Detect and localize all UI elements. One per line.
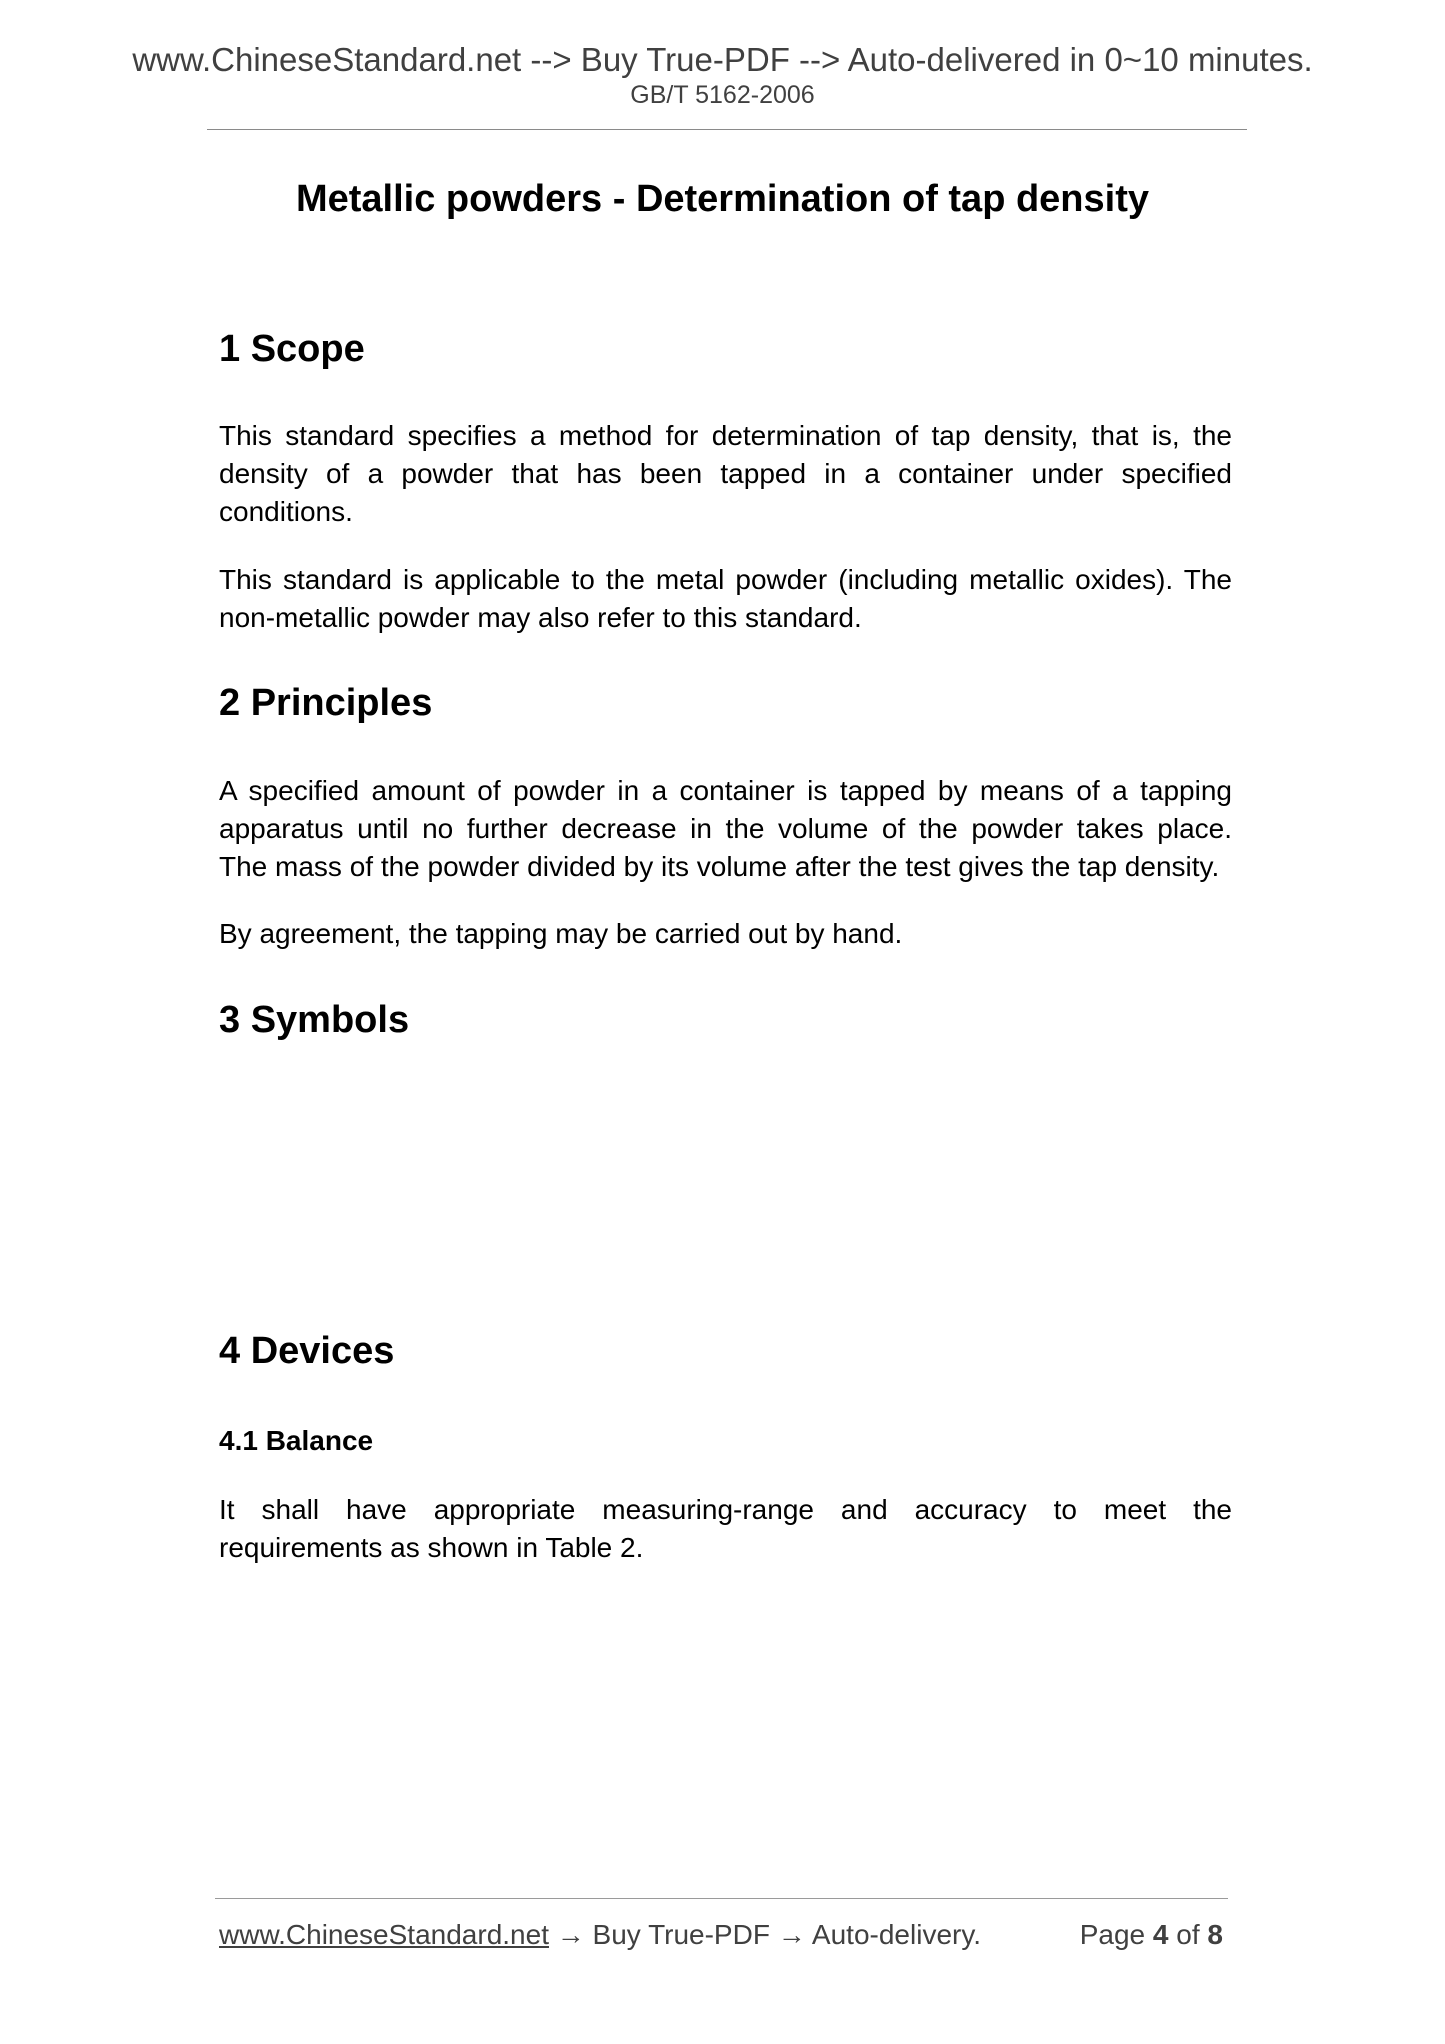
text-line: apparatus until no further decrease in the volume of the powder takes place. xyxy=(219,813,1232,844)
header-divider xyxy=(207,129,1247,130)
text-line: requirements as shown in Table 2. xyxy=(219,1532,644,1563)
text-line: By agreement, the tapping may be carried out by hand. xyxy=(219,918,903,949)
current-page-number: 4 xyxy=(1152,1919,1169,1950)
footer-site-link[interactable]: www.ChineseStandard.net xyxy=(219,1919,549,1950)
total-pages: 8 xyxy=(1207,1919,1223,1950)
document-title: Metallic powders - Determination of tap density xyxy=(295,178,1149,220)
standard-code: GB/T 5162-2006 xyxy=(630,81,815,109)
footer-promo-text: → Buy True-PDF → Auto-delivery. xyxy=(548,1919,982,1950)
of-label: of xyxy=(1176,1919,1200,1950)
section-heading-devices: 4 Devices xyxy=(219,1330,395,1372)
footer-promo xyxy=(219,1918,981,1952)
section-heading-principles: 2 Principles xyxy=(219,682,433,724)
page-label: Page xyxy=(1079,1919,1146,1950)
section-heading-scope: 1 Scope xyxy=(219,328,365,370)
section-heading-symbols: 3 Symbols xyxy=(219,999,410,1041)
scope-paragraph-2 xyxy=(219,561,1232,637)
text-line: non-metallic powder may also refer to this standard. xyxy=(219,602,862,633)
text-line: The mass of the powder divided by its volume after the test gives the tap density. xyxy=(219,851,1220,882)
balance-paragraph xyxy=(219,1491,1232,1567)
page-indicator xyxy=(1080,1918,1223,1952)
subsection-heading-balance: 4.1 Balance xyxy=(219,1425,374,1456)
header-banner: www.ChineseStandard.net --> Buy True-PDF --> Auto-delivered in 0~10 minutes. xyxy=(132,41,1313,78)
footer-divider xyxy=(215,1898,1228,1899)
principles-paragraph-2 xyxy=(219,915,1232,953)
text-line: This standard is applicable to the metal powder (including metallic oxides). The xyxy=(219,564,1232,595)
text-line: This standard specifies a method for determination of tap density, that is, the xyxy=(219,420,1232,451)
scope-paragraph-1 xyxy=(219,417,1232,531)
text-line: It shall have appropriate measuring-range and accuracy to meet the xyxy=(219,1494,1232,1525)
principles-paragraph-1 xyxy=(219,772,1232,886)
text-line: A specified amount of powder in a container is tapped by means of a tapping xyxy=(219,775,1232,806)
text-line: density of a powder that has been tapped in a container under specified xyxy=(219,458,1232,489)
text-line: conditions. xyxy=(219,496,353,527)
